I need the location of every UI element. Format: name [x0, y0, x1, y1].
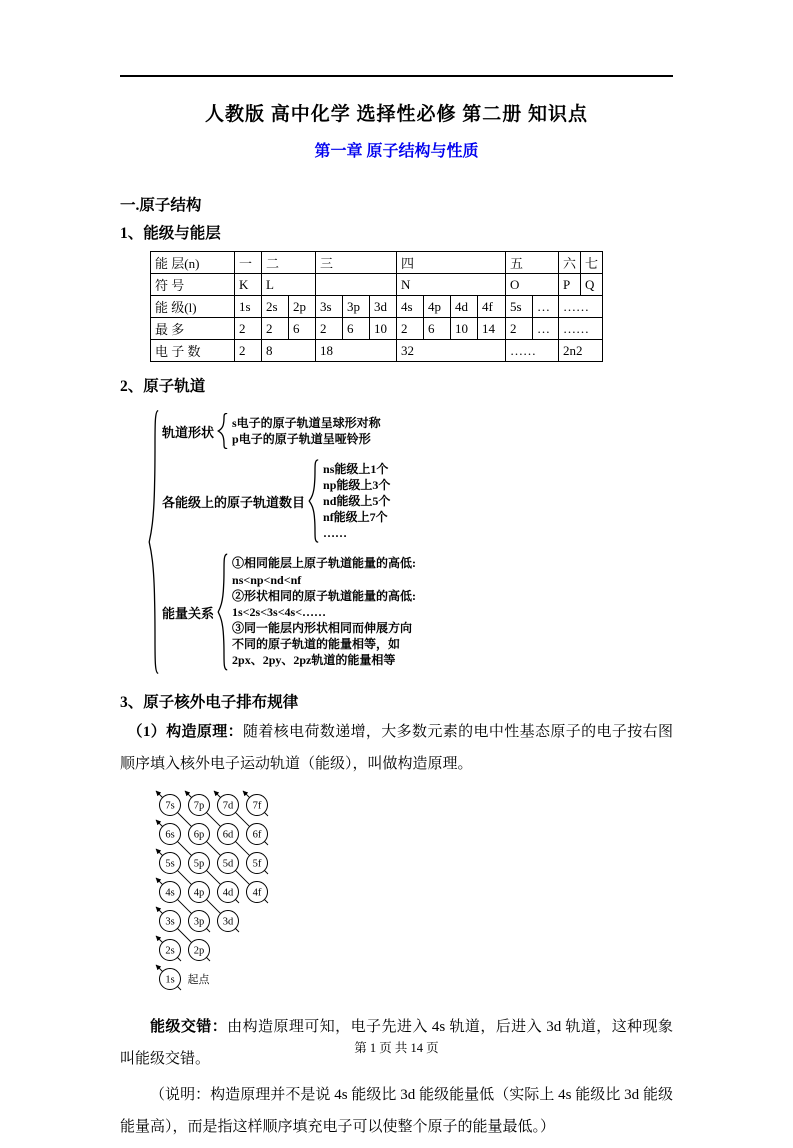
chapter-title: 第一章 原子结构与性质: [314, 143, 479, 160]
table-cell: 4s: [397, 296, 424, 318]
aufbau-level-label: 3s: [165, 916, 175, 927]
table-cell: 5s: [506, 296, 533, 318]
outer-brace: [148, 408, 160, 676]
energy-crossover-text: 由构造原理可知，电子先进入 4s 轨道，后进入 3d 轨道，这种现象叫能级交错。: [120, 1018, 673, 1067]
section-heading-atomic-structure: 一.原子结构: [120, 197, 202, 214]
table-cell: ……: [559, 318, 603, 340]
aufbau-level-label: 5f: [252, 858, 262, 869]
table-cell: K: [235, 274, 262, 296]
table-cell: 3p: [343, 296, 370, 318]
orbital-count-group: [162, 459, 416, 543]
aufbau-level-label: 3p: [193, 916, 205, 927]
table-cell: 3s: [316, 296, 343, 318]
subsection-heading-energy-levels: 1、能级与能层: [120, 225, 221, 242]
note-text: （说明：构造原理并不是说 4s 能级比 3d 能级能量低（实际上 4s 能级比 3d 能级能量高），而是指这样顺序填充电子可以使整个原子的能量最低。）: [120, 1087, 673, 1136]
table-row-shell: [151, 252, 603, 274]
table-cell: 4f: [478, 296, 506, 318]
subsection-heading-atomic-orbitals: 2、原子轨道: [120, 378, 206, 395]
brace-glyph: [217, 553, 229, 671]
aufbau-level-label: 1s: [165, 974, 175, 985]
table-cell: 符 号: [151, 274, 235, 296]
group-lines: [232, 555, 416, 668]
group-brace: [217, 553, 229, 671]
table-cell: 2s: [262, 296, 289, 318]
table-cell: 4d: [451, 296, 478, 318]
table-cell: …: [533, 318, 559, 340]
table-cell: …: [533, 296, 559, 318]
table-cell: 四: [397, 252, 506, 274]
diagram-line: nd能级上5个: [323, 493, 391, 508]
table-cell: 2: [262, 318, 289, 340]
table-cell: 32: [397, 340, 506, 362]
aufbau-level-label: 5d: [222, 858, 234, 869]
diagram-line: ③同一能层内形状相同而伸展方向: [232, 621, 413, 636]
table-cell: 六: [559, 252, 581, 274]
table-cell: ……: [559, 296, 603, 318]
table-cell: 6: [343, 318, 370, 340]
group-label: 能量关系: [162, 605, 215, 621]
table-cell: 2n2: [559, 340, 603, 362]
document-title: 人教版 高中化学 选择性必修 第二册 知识点: [204, 104, 588, 125]
table-cell: P: [559, 274, 581, 296]
table-cell: L: [262, 274, 316, 296]
table-cell: [316, 274, 397, 296]
group-label: 各能级上的原子轨道数目: [162, 494, 306, 510]
group-brace: [308, 459, 320, 543]
aufbau-level-label: 7p: [193, 800, 205, 811]
aufbau-level-label: 2s: [165, 945, 175, 956]
table-cell: 三: [316, 252, 397, 274]
construction-principle-paragraph: [120, 716, 673, 781]
aufbau-level-label: 7d: [222, 800, 234, 811]
table-cell: 2: [316, 318, 343, 340]
table-cell: 五: [506, 252, 559, 274]
table-cell: ……: [506, 340, 559, 362]
aufbau-start-label: 起点: [187, 973, 210, 986]
table-cell: 七: [581, 252, 603, 274]
diagram-line: ②形状相同的原子轨道能量的高低:: [232, 588, 417, 603]
diagram-line: s电子的原子轨道呈球形对称: [232, 415, 381, 430]
diagram-line: p电子的原子轨道呈哑铃形: [232, 432, 371, 446]
diagram-line: ①相同能层上原子轨道能量的高低:: [232, 556, 417, 571]
table-cell: 电 子 数: [151, 340, 235, 362]
brace-glyph: [217, 413, 229, 449]
table-cell: 最 多: [151, 318, 235, 340]
energy-crossover-lead: 能级交错：: [150, 1018, 228, 1035]
aufbau-level-label: 4f: [252, 887, 262, 898]
note-paragraph: [120, 1079, 673, 1144]
diagram-line: nf能级上7个: [323, 510, 388, 525]
table-cell: 10: [370, 318, 397, 340]
orbital-groups: [162, 408, 416, 676]
energy-levels-table: [150, 251, 603, 362]
table-cell: 2: [506, 318, 533, 340]
aufbau-level-label: 2p: [193, 945, 205, 956]
group-lines: [232, 415, 381, 447]
table-cell: 4p: [424, 296, 451, 318]
subsection-heading-configuration-rules: 3、原子核外电子排布规律: [120, 694, 299, 711]
table-cell: 能 层(n): [151, 252, 235, 274]
header-rule: [120, 75, 673, 77]
diagram-line: np能级上3个: [323, 477, 391, 492]
table-row-subshell: [151, 296, 603, 318]
table-cell: 能 级(l): [151, 296, 235, 318]
aufbau-level-label: 7f: [252, 800, 262, 811]
diagram-line: ns能级上1个: [323, 461, 389, 476]
table-cell: 18: [316, 340, 397, 362]
group-lines: [323, 461, 390, 542]
table-cell: 二: [262, 252, 316, 274]
table-row-max: [151, 318, 603, 340]
table-cell: 1s: [235, 296, 262, 318]
aufbau-order-diagram: [140, 785, 390, 1007]
diagram-line: 1s<2s<3s<4s<……: [232, 604, 327, 619]
aufbau-level-label: 4s: [165, 887, 175, 898]
table-cell: 一: [235, 252, 262, 274]
table-cell: 14: [478, 318, 506, 340]
table-cell: 2: [397, 318, 424, 340]
construction-principle-lead: （1）构造原理：: [127, 724, 243, 740]
brace-glyph: [148, 408, 160, 676]
aufbau-level-label: 3d: [222, 916, 234, 927]
table-cell: 2: [235, 318, 262, 340]
group-label: 轨道形状: [162, 424, 215, 440]
aufbau-level-label: 5s: [165, 858, 175, 869]
orbital-summary-diagram: [148, 408, 673, 676]
aufbau-level-label: 6f: [252, 829, 262, 840]
aufbau-level-label: 6d: [222, 829, 234, 840]
table-cell: 2p: [289, 296, 316, 318]
diagram-line: 不同的原子轨道的能量相等，如: [232, 637, 401, 652]
table-row-symbol: [151, 274, 603, 296]
group-brace: [217, 413, 229, 449]
table-cell: 6: [289, 318, 316, 340]
table-cell: 2: [235, 340, 262, 362]
diagram-line: 2px、2py、2pz轨道的能量相等: [232, 653, 396, 668]
orbital-shape-group: [162, 413, 416, 449]
diagram-line: ns<np<nd<nf: [232, 572, 302, 587]
aufbau-level-label: 6p: [193, 829, 205, 840]
table-cell: 8: [262, 340, 316, 362]
aufbau-level-label: 5p: [193, 858, 205, 869]
table-cell: 6: [424, 318, 451, 340]
table-cell: N: [397, 274, 506, 296]
energy-relation-group: [162, 553, 416, 671]
aufbau-level-label: 4d: [222, 887, 234, 898]
brace-glyph: [308, 459, 320, 543]
table-cell: 10: [451, 318, 478, 340]
page-footer: 第 1 页 共 14 页: [354, 1041, 439, 1055]
aufbau-level-label: 6s: [165, 829, 175, 840]
aufbau-level-label: 7s: [165, 800, 175, 811]
table-cell: 3d: [370, 296, 397, 318]
construction-principle-text: 随着核电荷数递增，大多数元素的电中性基态原子的电子按右图顺序填入核外电子运动轨道（能级），叫做构造原理。: [120, 724, 673, 773]
diagram-line: ……: [323, 526, 348, 541]
table-row-electron-count: [151, 340, 603, 362]
page-content: [120, 0, 673, 1148]
table-cell: O: [506, 274, 559, 296]
table-cell: Q: [581, 274, 603, 296]
aufbau-level-label: 4p: [193, 887, 205, 898]
